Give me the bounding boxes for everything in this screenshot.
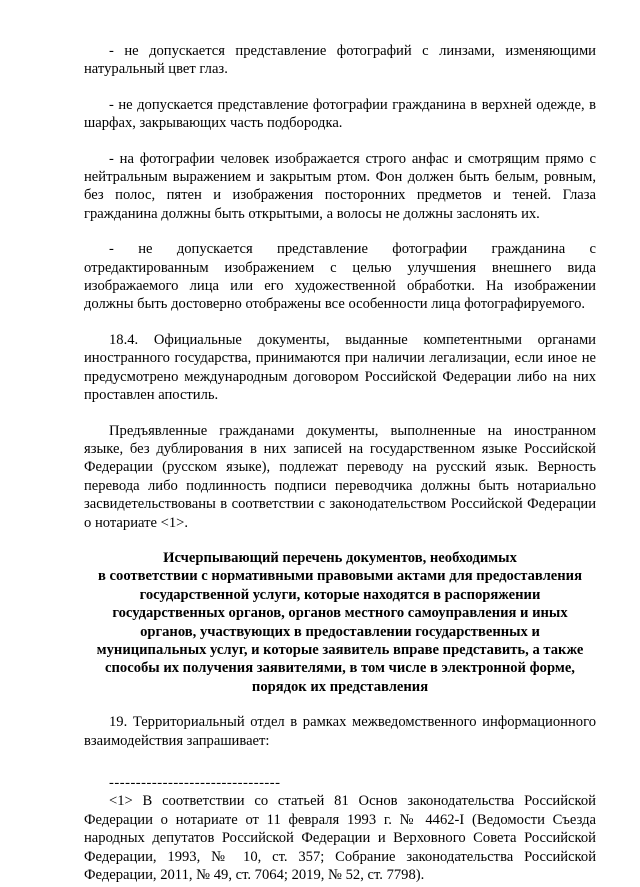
paragraph-contact-lenses: - не допускается представление фотографий с линзами, изменяющими натуральный цвет глаз. — [84, 43, 596, 78]
footnote-text: <1> В соответствии со статьей 81 Основ законодательства Российской Федерации о нотариате от 11 февраля 1993 г. № 4462-I (Ведомости Съезда народных депутатов Российской Федерации и Верховного Совета Российской Федерации, 1993, № 10, ст. 357; Собрание законодательства Российской Федерации, 2011, № 49, ст. 7064; 2019, № 52, ст. 7798). — [84, 793, 596, 884]
heading-line: государственной услуги, которые находятся в распоряжении — [139, 586, 541, 603]
footnote-separator: -------------------------------- — [109, 775, 281, 791]
paragraph-19: 19. Территориальный отдел в рамках межведомственного информационного взаимодействия запрашивает: — [84, 714, 596, 749]
heading-line: муниципальных услуг, и которые заявитель вправе представить, а также — [96, 641, 584, 658]
paragraph-translation: Предъявленные гражданами документы, выполненные на иностранном языке, без дублирования в них записей на государственном языке Российской Федерации (русском языке), подлежат переводу на русский язык. Верность перевода либо подлинность подписи переводчика должны быть нотариально засвидетельствованы в соответствии с законодательством Российской Федерации о нотариате <1>. — [84, 422, 596, 531]
heading-line: Исчерпывающий перечень документов, необходимых — [163, 549, 517, 566]
paragraph-edited-image: - не допускается представление фотографии гражданина с отредактированным изображением с целью улучшения внешнего вида изображаемого лица или его художественной обработки. На изображении должны быть достоверно отображены все особенности лица фотографируемого. — [84, 241, 596, 313]
heading-line: государственных органов, органов местного самоуправления и иных — [112, 605, 568, 622]
paragraph-photo-requirements: - на фотографии человек изображается строго анфас и смотрящим прямо с нейтральным выражением и закрытым ртом. Фон должен быть белым, ровным, без полос, пятен и изображения посторонних предметов и теней. Глаза гражданина должны быть открытыми, а волосы не должны заслонять их. — [84, 150, 596, 222]
heading-line: органов, участвующих в предоставлении государственных и — [140, 623, 540, 640]
heading-line: порядок их представления — [251, 678, 429, 695]
document-page — [84, 42, 596, 884]
paragraph-outerwear: - не допускается представление фотографии гражданина в верхней одежде, в шарфах, закрывающих часть подбородка. — [84, 96, 596, 132]
heading-line: в соответствии с нормативными правовыми актами для предоставления — [98, 568, 582, 585]
paragraph-18-4: 18.4. Официальные документы, выданные компетентными органами иностранного государства, принимаются при наличии легализации, если иное не предусмотрено международным договором Российской Федерации либо на них проставлен апостиль. — [84, 331, 596, 404]
section-heading — [84, 549, 596, 696]
heading-line: способы их получения заявителями, в том числе в электронной форме, — [105, 660, 575, 677]
